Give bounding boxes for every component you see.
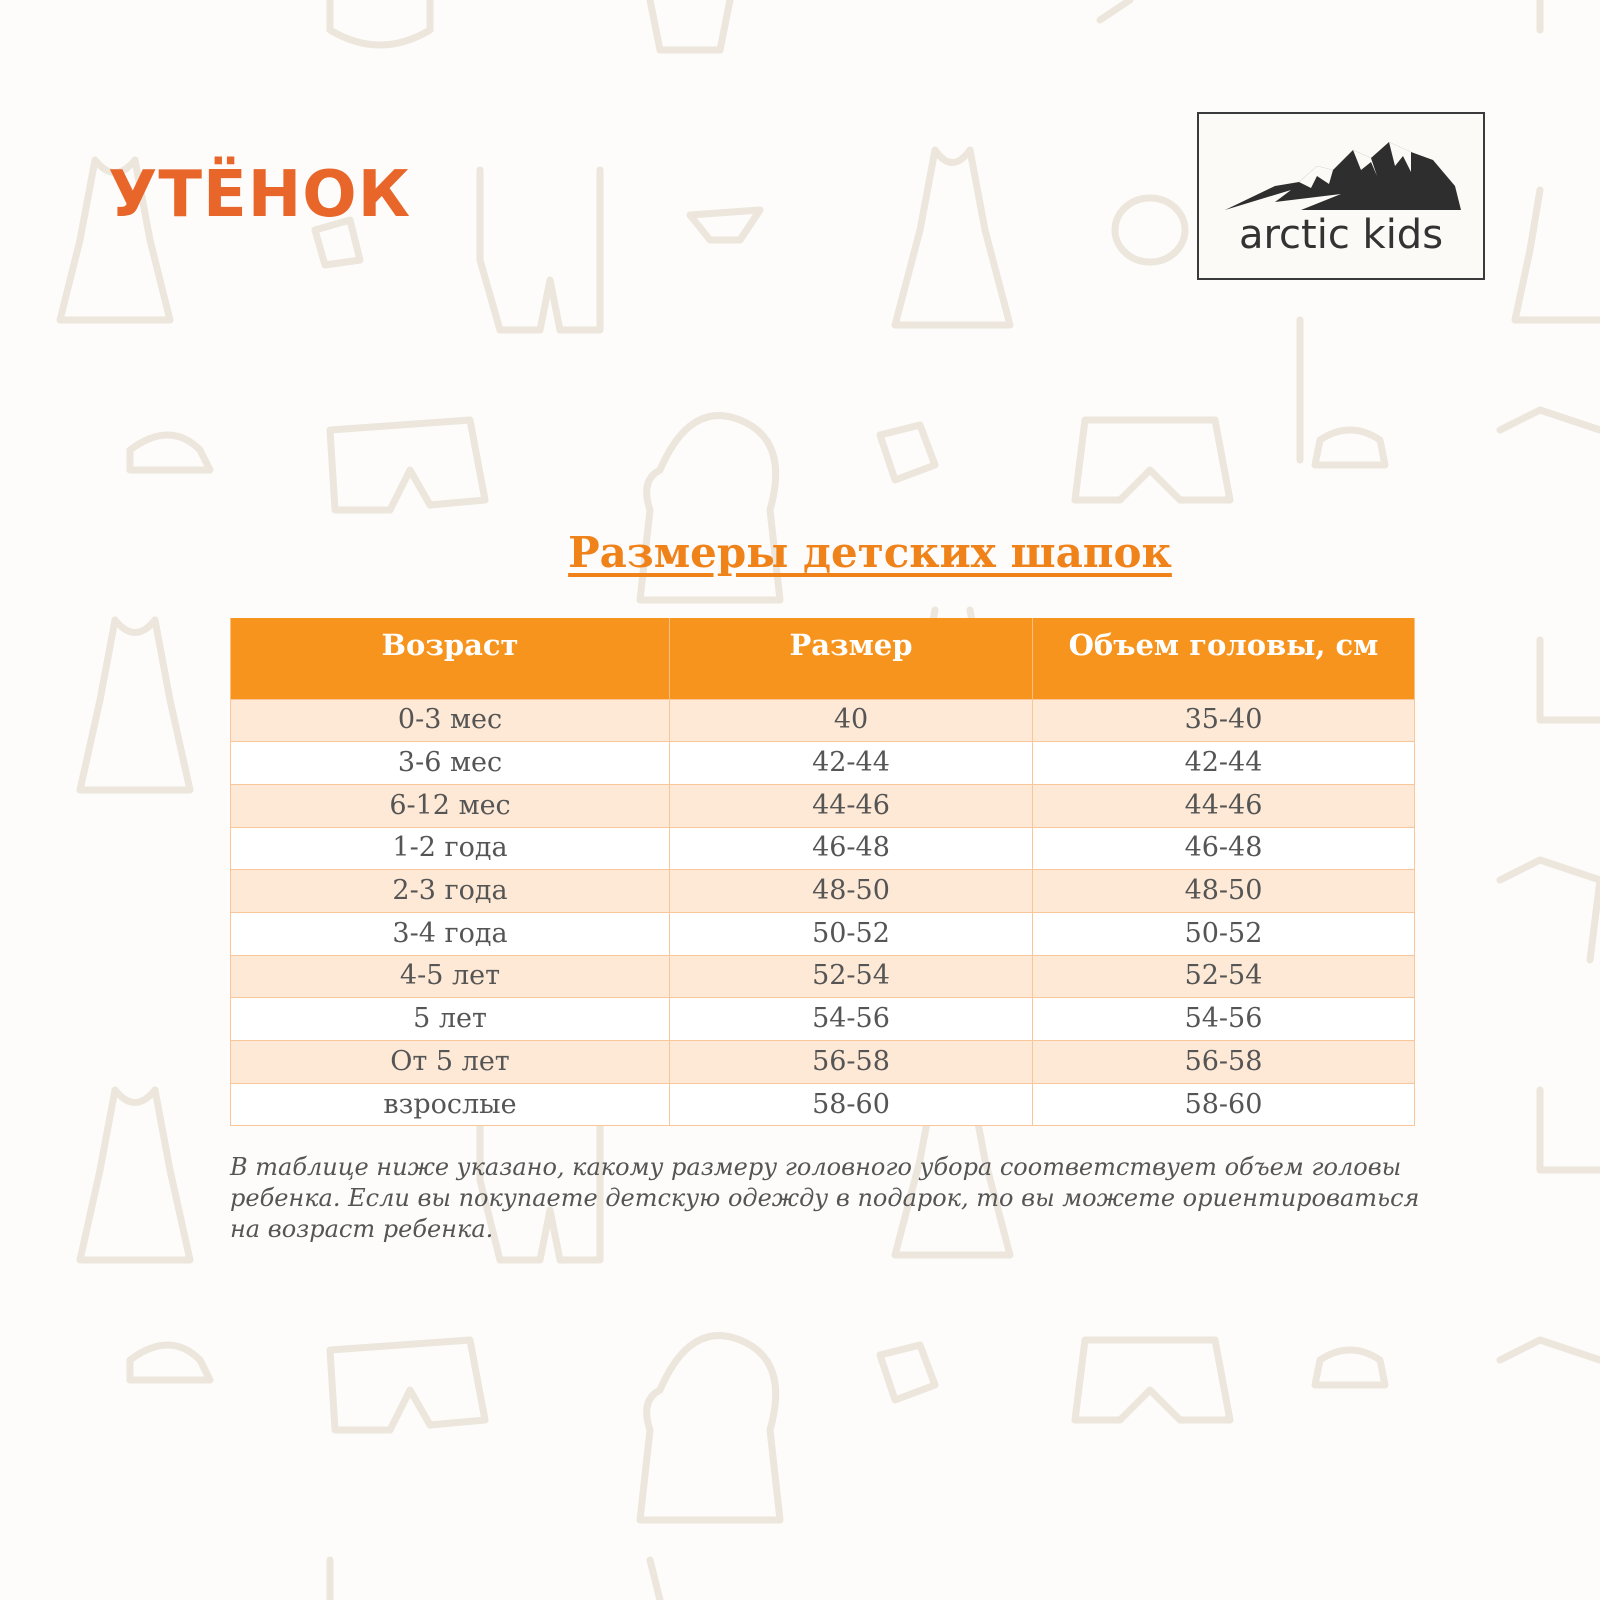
table-row bbox=[231, 784, 1415, 827]
cell-age: 3-4 года bbox=[231, 912, 670, 955]
cell-age: 1-2 года bbox=[231, 827, 670, 870]
table-header-row bbox=[231, 618, 1415, 699]
cell-head: 42-44 bbox=[1033, 742, 1415, 785]
table-row bbox=[231, 1041, 1415, 1084]
cell-age: 4-5 лет bbox=[231, 955, 670, 998]
cell-head: 50-52 bbox=[1033, 912, 1415, 955]
utenok-logo: УТЁНОК bbox=[108, 158, 411, 232]
cell-size: 42-44 bbox=[670, 742, 1033, 785]
cell-head: 48-50 bbox=[1033, 870, 1415, 913]
cell-age: 0-3 мес bbox=[231, 699, 670, 742]
cell-size: 58-60 bbox=[670, 1083, 1033, 1126]
cell-size: 44-46 bbox=[670, 784, 1033, 827]
cell-age: 5 лет bbox=[231, 998, 670, 1041]
cell-head: 46-48 bbox=[1033, 827, 1415, 870]
cell-head: 54-56 bbox=[1033, 998, 1415, 1041]
table-row bbox=[231, 1083, 1415, 1126]
arctic-kids-logo bbox=[1197, 112, 1485, 280]
cell-head: 56-58 bbox=[1033, 1041, 1415, 1084]
cell-size: 54-56 bbox=[670, 998, 1033, 1041]
cell-head: 52-54 bbox=[1033, 955, 1415, 998]
table-row bbox=[231, 827, 1415, 870]
cell-size: 48-50 bbox=[670, 870, 1033, 913]
table-row bbox=[231, 998, 1415, 1041]
arctic-kids-logo-text: arctic kids bbox=[1238, 212, 1444, 258]
cell-size: 56-58 bbox=[670, 1041, 1033, 1084]
cell-age: взрослые bbox=[231, 1083, 670, 1126]
cell-size: 40 bbox=[670, 699, 1033, 742]
hat-size-table bbox=[230, 618, 1415, 1126]
table-row bbox=[231, 870, 1415, 913]
table-note: В таблице ниже указано, какому размеру головного убора соответствует объем головы ребенка. Если вы покупаете детскую одежду в подарок, то вы можете ориентироваться на возраст ребенка. bbox=[230, 1153, 1420, 1243]
header-age: Возраст bbox=[231, 618, 670, 699]
page-title: Размеры детских шапок bbox=[568, 528, 1172, 577]
table-row bbox=[231, 699, 1415, 742]
table-row bbox=[231, 912, 1415, 955]
header-head-circumference: Объем головы, см bbox=[1033, 618, 1415, 699]
cell-size: 52-54 bbox=[670, 955, 1033, 998]
table-row bbox=[231, 955, 1415, 998]
cell-age: 2-3 года bbox=[231, 870, 670, 913]
header-size: Размер bbox=[670, 618, 1033, 699]
cell-age: От 5 лет bbox=[231, 1041, 670, 1084]
cell-age: 6-12 мес bbox=[231, 784, 670, 827]
table-row bbox=[231, 742, 1415, 785]
cell-size: 46-48 bbox=[670, 827, 1033, 870]
cell-head: 44-46 bbox=[1033, 784, 1415, 827]
cell-head: 58-60 bbox=[1033, 1083, 1415, 1126]
cell-size: 50-52 bbox=[670, 912, 1033, 955]
mountains-icon bbox=[1221, 136, 1465, 214]
cell-age: 3-6 мес bbox=[231, 742, 670, 785]
cell-head: 35-40 bbox=[1033, 699, 1415, 742]
